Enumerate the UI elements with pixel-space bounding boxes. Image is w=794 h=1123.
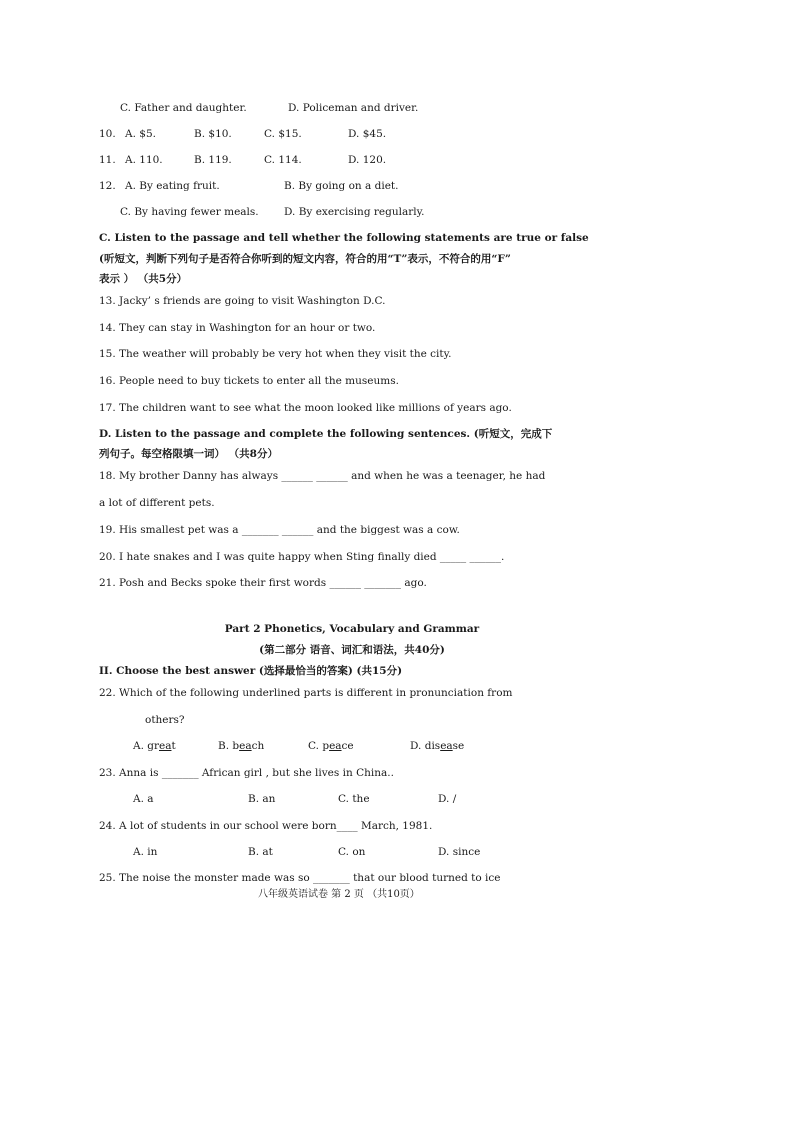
q11-option-c: C. 114. xyxy=(264,154,302,166)
question-13: 13. Jacky’ s friends are going to visit Washington D.C. xyxy=(99,295,386,307)
question-14: 14. They can stay in Washington for an hour or two. xyxy=(99,322,376,334)
q10-option-c: C. $15. xyxy=(264,128,302,140)
question-25: 25. The noise the monster made was so _______ that our blood turned to ice xyxy=(99,872,501,884)
q23-option-a: A. a xyxy=(133,793,154,805)
q12-option-c: C. By having fewer meals. xyxy=(120,206,259,218)
section-c-instruction-cn-2: 表示 ） （共5分） xyxy=(99,273,188,285)
section-d-instruction-cn: 列句子。每空格限填一词） （共8分） xyxy=(99,448,278,460)
q10-option-b: B. $10. xyxy=(194,128,232,140)
q22-option-c: C. peace xyxy=(308,740,354,752)
part2-title: Part 2 Phonetics, Vocabulary and Grammar xyxy=(224,623,480,635)
q22-option-d: D. disease xyxy=(410,740,465,752)
q11-number: 11. xyxy=(99,154,116,166)
q24-option-c: C. on xyxy=(338,846,366,858)
question-24: 24. A lot of students in our school were born____ March, 1981. xyxy=(99,820,433,832)
q22-option-a: A. great xyxy=(133,740,176,752)
section-2-instruction: II. Choose the best answer (选择最恰当的答案) (共15分) xyxy=(99,665,403,677)
q23-option-c: C. the xyxy=(338,793,370,805)
q10-option-a: A. $5. xyxy=(125,128,156,140)
q24-option-b: B. at xyxy=(248,846,273,858)
q11-option-a: A. 110. xyxy=(125,154,163,166)
q10-number: 10. xyxy=(99,128,116,140)
q23-option-d: D. / xyxy=(438,793,457,805)
q9-option-d: D. Policeman and driver. xyxy=(288,102,419,114)
q11-option-d: D. 120. xyxy=(348,154,387,166)
q9-option-c: C. Father and daughter. xyxy=(120,102,247,114)
section-c-instruction: C. Listen to the passage and tell whether the following statements are true or false xyxy=(99,232,589,244)
question-20: 20. I hate snakes and I was quite happy when Sting finally died _____ ______. xyxy=(99,551,505,563)
question-22: 22. Which of the following underlined parts is different in pronunciation from xyxy=(99,687,513,699)
q12-option-b: B. By going on a diet. xyxy=(284,180,399,192)
q23-option-b: B. an xyxy=(248,793,276,805)
q12-option-d: D. By exercising regularly. xyxy=(284,206,425,218)
section-d-instruction: D. Listen to the passage and complete the following sentences. (听短文，完成下 xyxy=(99,428,553,440)
question-18-cont: a lot of different pets. xyxy=(99,497,215,509)
question-21: 21. Posh and Becks spoke their first words ______ _______ ago. xyxy=(99,577,427,589)
q24-option-d: D. since xyxy=(438,846,481,858)
question-15: 15. The weather will probably be very hot when they visit the city. xyxy=(99,348,452,360)
question-22-cont: others? xyxy=(145,714,185,726)
question-18: 18. My brother Danny has always ______ ______ and when he was a teenager, he had xyxy=(99,470,546,482)
q24-option-a: A. in xyxy=(133,846,158,858)
section-c-instruction-cn: (听短文，判断下列句子是否符合你听到的短文内容，符合的用“T”表示，不符合的用“F” xyxy=(99,253,511,265)
q12-option-a: A. By eating fruit. xyxy=(125,180,220,192)
part2-subtitle: (第二部分 语音、词汇和语法，共40分) xyxy=(259,644,445,656)
page-footer: 八年级英语试卷 第 2 页 （共10页） xyxy=(258,889,420,900)
q22-option-b: B. beach xyxy=(218,740,265,752)
q11-option-b: B. 119. xyxy=(194,154,232,166)
question-23: 23. Anna is _______ African girl , but she lives in China.. xyxy=(99,767,394,779)
question-19: 19. His smallest pet was a _______ ______ and the biggest was a cow. xyxy=(99,524,460,536)
question-17: 17. The children want to see what the moon looked like millions of years ago. xyxy=(99,402,512,414)
question-16: 16. People need to buy tickets to enter all the museums. xyxy=(99,375,399,387)
q12-number: 12. xyxy=(99,180,116,192)
q10-option-d: D. $45. xyxy=(348,128,387,140)
